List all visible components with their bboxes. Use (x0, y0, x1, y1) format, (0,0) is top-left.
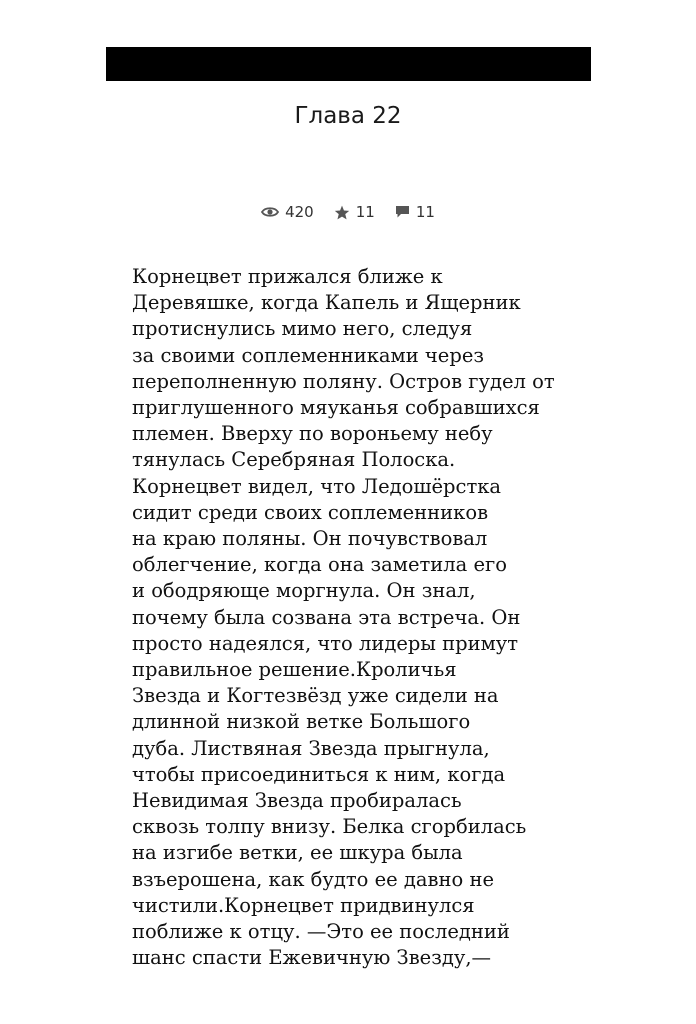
views-stat (261, 203, 314, 221)
story-line: длинной низкой ветке Большого (132, 710, 471, 734)
story-line: чистили.Корнецвет придвинулся (132, 893, 475, 917)
star-icon (334, 205, 350, 220)
chapter-stats (0, 203, 696, 221)
comments-stat (395, 203, 435, 221)
header-banner (106, 47, 591, 81)
story-line: приглушенного мяуканья собравшихся (132, 396, 540, 420)
story-line: чтобы присоединиться к ним, когда (132, 762, 506, 786)
story-line: взъерошена, как будто ее давно не (132, 867, 494, 891)
story-line: дуба. Листвяная Звезда прыгнула, (132, 736, 490, 760)
story-line: племен. Вверху по вороньему небу (132, 422, 493, 446)
story-line: на краю поляны. Он почувствовал (132, 527, 488, 551)
comment-icon (395, 205, 410, 219)
story-line: Звезда и Когтезвёзд уже сидели на (132, 684, 499, 708)
story-line: тянулась Серебряная Полоска. (132, 448, 456, 472)
story-line: сидит среди своих соплеменников (132, 500, 489, 524)
story-line: просто надеялся, что лидеры примут (132, 631, 519, 655)
story-line: Корнецвет видел, что Ледошёрстка (132, 474, 502, 498)
story-text (132, 264, 572, 971)
eye-icon (261, 206, 279, 218)
views-count: 420 (285, 203, 314, 221)
votes-stat (334, 203, 375, 221)
story-line: правильное решение.Кроличья (132, 658, 457, 682)
story-line: поближе к отцу. —Это ее последний (132, 920, 510, 944)
story-line: облегчение, когда она заметила его (132, 553, 507, 577)
story-line: почему была созвана эта встреча. Он (132, 605, 521, 629)
story-line: Невидимая Звезда пробиралась (132, 789, 462, 813)
story-line: на изгибе ветки, ее шкура была (132, 841, 463, 865)
votes-count: 11 (355, 203, 375, 221)
story-line: Деревяшке, когда Капель и Ящерник (132, 291, 521, 315)
story-line: переполненную поляну. Остров гудел от (132, 369, 555, 393)
story-line: шанс спасти Ежевичную Звезду,— (132, 946, 492, 970)
story-line: сквозь толпу внизу. Белка сгорбилась (132, 815, 527, 839)
story-line: протиснулись мимо него, следуя (132, 317, 473, 341)
comments-count: 11 (415, 203, 435, 221)
chapter-title: Глава 22 (294, 103, 402, 129)
story-line: и ободряюще моргнула. Он знал, (132, 579, 476, 603)
story-line: Корнецвет прижался ближе к (132, 265, 443, 288)
story-line: за своими соплеменниками через (132, 343, 485, 367)
